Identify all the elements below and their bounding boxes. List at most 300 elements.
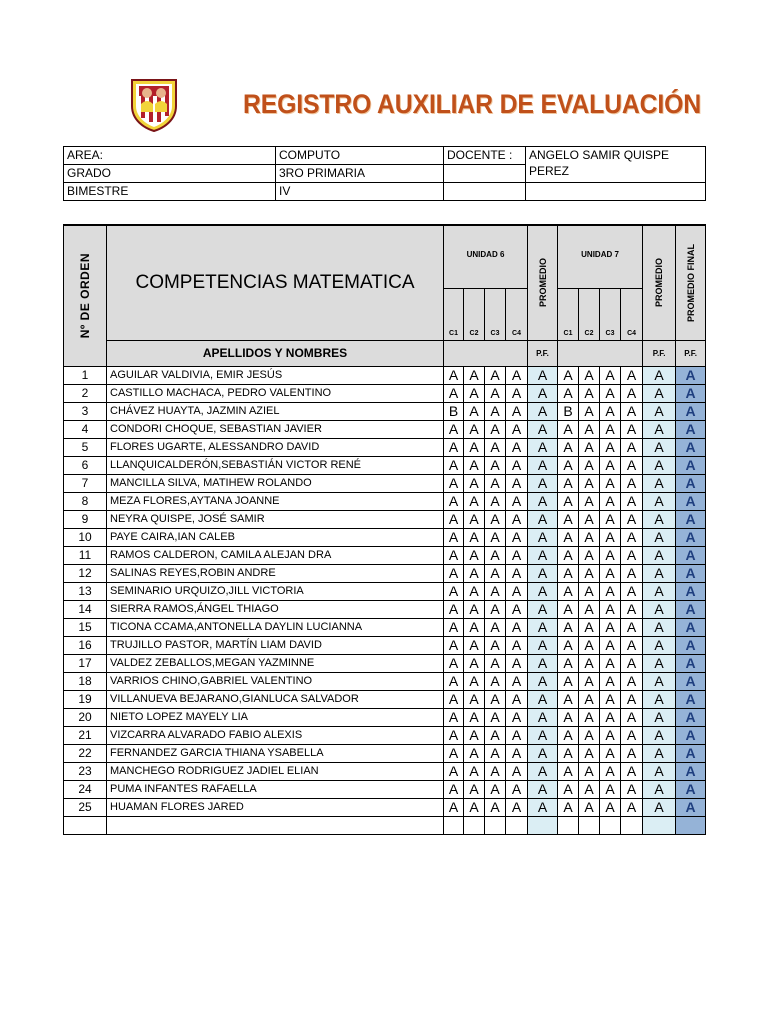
- grade-u6-c1: A: [444, 672, 464, 690]
- promedio-u6: A: [528, 366, 558, 384]
- promedio-u6: A: [528, 438, 558, 456]
- grade-u6-c2: A: [464, 690, 485, 708]
- grade-u6-c1: A: [444, 798, 464, 816]
- pf-final-header: P.F.: [676, 340, 706, 366]
- student-name: SALINAS REYES,ROBIN ANDRE: [107, 564, 444, 582]
- promedio-u6: A: [528, 636, 558, 654]
- docente-value: ANGELO SAMIR QUISPE PEREZ: [526, 147, 706, 183]
- grade-u6-c1: A: [444, 600, 464, 618]
- grade-u6-c3: A: [485, 420, 506, 438]
- grade-u6-c1: A: [444, 456, 464, 474]
- pf-u7-header: P.F.: [643, 340, 676, 366]
- grade-u6-c3: A: [485, 744, 506, 762]
- grade-u6-c2: A: [464, 402, 485, 420]
- grade-u7-c4: A: [621, 798, 643, 816]
- grade-u7-c3: A: [600, 600, 621, 618]
- grade-u6-c4: A: [506, 456, 528, 474]
- grade-u6-c4: A: [506, 438, 528, 456]
- student-name: CASTILLO MACHACA, PEDRO VALENTINO: [107, 384, 444, 402]
- grado-label: GRADO: [64, 165, 276, 183]
- grade-u6-c2: A: [464, 618, 485, 636]
- promedio-u6: A: [528, 402, 558, 420]
- promedio-u7: A: [643, 708, 676, 726]
- grade-u6-c3: A: [485, 492, 506, 510]
- grade-u6-c3: A: [485, 546, 506, 564]
- grade-u7-c1: A: [558, 744, 579, 762]
- student-name: CHÁVEZ HUAYTA, JAZMIN AZIEL: [107, 402, 444, 420]
- docente-label: DOCENTE :: [444, 147, 526, 165]
- promedio-u6: A: [528, 744, 558, 762]
- order-number: 13: [64, 582, 107, 600]
- grade-u7-c1: A: [558, 618, 579, 636]
- promedio-u6: A: [528, 708, 558, 726]
- order-number: 24: [64, 780, 107, 798]
- empty-cell: [485, 816, 506, 834]
- grade-u7-c2: A: [579, 546, 600, 564]
- grade-u6-c2: A: [464, 600, 485, 618]
- grade-u7-c1: A: [558, 690, 579, 708]
- grade-u7-c1: A: [558, 546, 579, 564]
- promedio-u7: A: [643, 600, 676, 618]
- student-name: SEMINARIO URQUIZO,JILL VICTORIA: [107, 582, 444, 600]
- student-name: TICONA CCAMA,ANTONELLA DAYLIN LUCIANNA: [107, 618, 444, 636]
- promedio-final: A: [676, 690, 706, 708]
- grade-u7-c2: A: [579, 366, 600, 384]
- order-number: 8: [64, 492, 107, 510]
- promedio-u6-header: PROMEDIO: [528, 225, 558, 340]
- unit6-header: UNIDAD 6: [444, 225, 528, 288]
- grade-u7-c3: A: [600, 798, 621, 816]
- grade-u7-c3: A: [600, 420, 621, 438]
- promedio-u6: A: [528, 600, 558, 618]
- grade-u7-c4: A: [621, 366, 643, 384]
- empty-cell: [444, 340, 528, 366]
- grade-u7-c4: A: [621, 582, 643, 600]
- student-name: LLANQUICALDERÓN,SEBASTIÁN VICTOR RENÉ: [107, 456, 444, 474]
- student-name: HUAMAN FLORES JARED: [107, 798, 444, 816]
- empty-cell: [506, 816, 528, 834]
- promedio-u7: A: [643, 564, 676, 582]
- order-number: 20: [64, 708, 107, 726]
- grade-u7-c3: A: [600, 546, 621, 564]
- order-number: 15: [64, 618, 107, 636]
- grade-u6-c4: A: [506, 744, 528, 762]
- promedio-u6: A: [528, 384, 558, 402]
- c1-header: C1: [558, 288, 579, 340]
- grade-u7-c3: A: [600, 474, 621, 492]
- pf-u6-header: P.F.: [528, 340, 558, 366]
- grade-u7-c2: A: [579, 726, 600, 744]
- c4-header: C4: [506, 288, 528, 340]
- grade-u7-c3: A: [600, 402, 621, 420]
- grade-u6-c1: B: [444, 402, 464, 420]
- grade-u7-c2: A: [579, 654, 600, 672]
- grade-u7-c2: A: [579, 798, 600, 816]
- promedio-u6: A: [528, 492, 558, 510]
- grade-u6-c3: A: [485, 726, 506, 744]
- empty-cell: [676, 816, 706, 834]
- grade-u7-c2: A: [579, 690, 600, 708]
- grade-u6-c4: A: [506, 708, 528, 726]
- grade-u7-c1: A: [558, 492, 579, 510]
- grade-u7-c2: A: [579, 618, 600, 636]
- empty-cell: [528, 816, 558, 834]
- promedio-u7: A: [643, 780, 676, 798]
- grade-u7-c1: A: [558, 726, 579, 744]
- grade-u6-c2: A: [464, 654, 485, 672]
- order-number: 7: [64, 474, 107, 492]
- grade-u6-c3: A: [485, 438, 506, 456]
- student-name: VIZCARRA ALVARADO FABIO ALEXIS: [107, 726, 444, 744]
- table-row: [64, 474, 706, 492]
- grade-u7-c1: A: [558, 582, 579, 600]
- student-name: MANCILLA SILVA, MATIHEW ROLANDO: [107, 474, 444, 492]
- student-name: FERNANDEZ GARCIA THIANA YSABELLA: [107, 744, 444, 762]
- promedio-u6: A: [528, 474, 558, 492]
- grade-u6-c3: A: [485, 582, 506, 600]
- table-row: [64, 582, 706, 600]
- grade-u7-c1: B: [558, 402, 579, 420]
- grade-u7-c1: A: [558, 708, 579, 726]
- table-row: [64, 528, 706, 546]
- student-name: PUMA INFANTES RAFAELLA: [107, 780, 444, 798]
- student-name: VILLANUEVA BEJARANO,GIANLUCA SALVADOR: [107, 690, 444, 708]
- student-name: TRUJILLO PASTOR, MARTÍN LIAM DAVID: [107, 636, 444, 654]
- order-number: 18: [64, 672, 107, 690]
- grade-u7-c4: A: [621, 762, 643, 780]
- grade-u7-c4: A: [621, 384, 643, 402]
- grade-u7-c1: A: [558, 420, 579, 438]
- grade-u7-c4: A: [621, 672, 643, 690]
- promedio-u7: A: [643, 546, 676, 564]
- grade-u6-c1: A: [444, 510, 464, 528]
- promedio-final: A: [676, 780, 706, 798]
- grade-u6-c2: A: [464, 474, 485, 492]
- promedio-u6: A: [528, 546, 558, 564]
- grade-u6-c3: A: [485, 600, 506, 618]
- promedio-u7: A: [643, 438, 676, 456]
- promedio-u7: A: [643, 672, 676, 690]
- promedio-final: A: [676, 438, 706, 456]
- student-name: RAMOS CALDERON, CAMILA ALEJAN DRA: [107, 546, 444, 564]
- grade-u6-c1: A: [444, 546, 464, 564]
- grade-u7-c2: A: [579, 708, 600, 726]
- order-number: 22: [64, 744, 107, 762]
- promedio-final: A: [676, 492, 706, 510]
- student-name: PAYE CAIRA,IAN CALEB: [107, 528, 444, 546]
- grade-u6-c4: A: [506, 690, 528, 708]
- grade-u7-c4: A: [621, 690, 643, 708]
- table-row: [64, 420, 706, 438]
- grade-u6-c1: A: [444, 744, 464, 762]
- grade-u6-c3: A: [485, 798, 506, 816]
- grade-u7-c4: A: [621, 402, 643, 420]
- empty-cell: [526, 183, 706, 201]
- grade-u7-c2: A: [579, 474, 600, 492]
- grade-u6-c4: A: [506, 384, 528, 402]
- promedio-final: A: [676, 366, 706, 384]
- grade-u7-c3: A: [600, 564, 621, 582]
- promedio-final: A: [676, 618, 706, 636]
- promedio-u6: A: [528, 672, 558, 690]
- grade-u7-c3: A: [600, 582, 621, 600]
- empty-cell: [579, 816, 600, 834]
- grade-u6-c2: A: [464, 762, 485, 780]
- grade-u6-c2: A: [464, 744, 485, 762]
- order-number: 25: [64, 798, 107, 816]
- table-row: [64, 708, 706, 726]
- order-number: 2: [64, 384, 107, 402]
- grade-u7-c2: A: [579, 762, 600, 780]
- grade-u6-c1: A: [444, 528, 464, 546]
- promedio-final: A: [676, 636, 706, 654]
- grade-u7-c4: A: [621, 636, 643, 654]
- order-number: 12: [64, 564, 107, 582]
- grade-u6-c1: A: [444, 366, 464, 384]
- grade-u6-c1: A: [444, 474, 464, 492]
- grade-u7-c3: A: [600, 744, 621, 762]
- table-row: [64, 672, 706, 690]
- grade-u6-c3: A: [485, 510, 506, 528]
- grade-u6-c3: A: [485, 654, 506, 672]
- order-number: 5: [64, 438, 107, 456]
- grade-u7-c1: A: [558, 528, 579, 546]
- promedio-u7: A: [643, 384, 676, 402]
- grade-u7-c1: A: [558, 762, 579, 780]
- grade-u6-c1: A: [444, 384, 464, 402]
- grade-u6-c4: A: [506, 492, 528, 510]
- empty-cell: [107, 816, 444, 834]
- promedio-final-header: PROMEDIO FINAL: [676, 225, 706, 340]
- grade-u6-c3: A: [485, 690, 506, 708]
- bimestre-label: BIMESTRE: [64, 183, 276, 201]
- grade-u6-c3: A: [485, 402, 506, 420]
- table-row: [64, 654, 706, 672]
- table-row: [64, 762, 706, 780]
- grade-u6-c4: A: [506, 528, 528, 546]
- grade-u7-c1: A: [558, 438, 579, 456]
- promedio-u7: A: [643, 474, 676, 492]
- grade-u7-c4: A: [621, 492, 643, 510]
- student-name: SIERRA RAMOS,ÁNGEL THIAGO: [107, 600, 444, 618]
- table-row: [64, 456, 706, 474]
- student-name: NEYRA QUISPE, JOSÉ SAMIR: [107, 510, 444, 528]
- grade-u7-c2: A: [579, 672, 600, 690]
- c4-header: C4: [621, 288, 643, 340]
- grade-u7-c3: A: [600, 384, 621, 402]
- student-name: NIETO LOPEZ MAYELY LIA: [107, 708, 444, 726]
- promedio-final: A: [676, 384, 706, 402]
- promedio-final: A: [676, 456, 706, 474]
- grade-u7-c3: A: [600, 672, 621, 690]
- empty-cell: [621, 816, 643, 834]
- grade-u6-c3: A: [485, 564, 506, 582]
- grade-u7-c3: A: [600, 438, 621, 456]
- promedio-u7: A: [643, 528, 676, 546]
- grade-u6-c4: A: [506, 762, 528, 780]
- student-name: VALDEZ ZEBALLOS,MEGAN YAZMINNE: [107, 654, 444, 672]
- grade-u6-c1: A: [444, 618, 464, 636]
- grade-u7-c4: A: [621, 510, 643, 528]
- grade-u6-c3: A: [485, 528, 506, 546]
- orden-header: Nº DE ORDEN: [64, 225, 107, 366]
- grade-u7-c2: A: [579, 492, 600, 510]
- grade-u6-c4: A: [506, 420, 528, 438]
- table-row: [64, 366, 706, 384]
- grade-u7-c4: A: [621, 744, 643, 762]
- table-row: [64, 618, 706, 636]
- grade-u6-c4: A: [506, 654, 528, 672]
- grade-u7-c3: A: [600, 690, 621, 708]
- promedio-final: A: [676, 762, 706, 780]
- grade-u7-c2: A: [579, 636, 600, 654]
- grade-u6-c3: A: [485, 636, 506, 654]
- grade-u6-c3: A: [485, 672, 506, 690]
- grade-u6-c1: A: [444, 636, 464, 654]
- empty-cell: [558, 340, 643, 366]
- school-crest-icon: [128, 76, 180, 132]
- table-row: [64, 564, 706, 582]
- order-number: 21: [64, 726, 107, 744]
- promedio-u7: A: [643, 492, 676, 510]
- empty-cell: [444, 816, 464, 834]
- grade-u6-c1: A: [444, 420, 464, 438]
- empty-cell: [600, 816, 621, 834]
- promedio-u7: A: [643, 402, 676, 420]
- promedio-u7: A: [643, 510, 676, 528]
- promedio-final: A: [676, 420, 706, 438]
- table-row: [64, 384, 706, 402]
- grade-u7-c3: A: [600, 618, 621, 636]
- order-number: 4: [64, 420, 107, 438]
- table-row: [64, 726, 706, 744]
- grade-u7-c4: A: [621, 726, 643, 744]
- grade-u7-c4: A: [621, 420, 643, 438]
- grade-u7-c2: A: [579, 384, 600, 402]
- grade-u6-c4: A: [506, 546, 528, 564]
- promedio-u6: A: [528, 582, 558, 600]
- promedio-final: A: [676, 528, 706, 546]
- grade-u6-c1: A: [444, 780, 464, 798]
- grade-u6-c1: A: [444, 438, 464, 456]
- grade-u6-c1: A: [444, 492, 464, 510]
- promedio-u6: A: [528, 726, 558, 744]
- promedio-u6: A: [528, 780, 558, 798]
- promedio-u6: A: [528, 690, 558, 708]
- page-title: REGISTRO AUXILIAR DE EVALUACIÓN: [243, 89, 702, 119]
- grade-u6-c3: A: [485, 474, 506, 492]
- table-row-empty: [64, 816, 706, 834]
- promedio-final: A: [676, 708, 706, 726]
- order-number: 11: [64, 546, 107, 564]
- grade-u6-c2: A: [464, 366, 485, 384]
- promedio-final: A: [676, 474, 706, 492]
- grade-u6-c2: A: [464, 564, 485, 582]
- grade-u7-c2: A: [579, 564, 600, 582]
- names-header: APELLIDOS Y NOMBRES: [107, 340, 444, 366]
- table-row: [64, 492, 706, 510]
- promedio-final: A: [676, 600, 706, 618]
- table-row: [64, 402, 706, 420]
- table-row: [64, 546, 706, 564]
- grade-u7-c3: A: [600, 510, 621, 528]
- order-number: 14: [64, 600, 107, 618]
- grade-u7-c2: A: [579, 600, 600, 618]
- promedio-u6: A: [528, 420, 558, 438]
- area-label: AREA:: [64, 147, 276, 165]
- promedio-final: A: [676, 798, 706, 816]
- student-name: FLORES UGARTE, ALESSANDRO DAVID: [107, 438, 444, 456]
- promedio-final: A: [676, 564, 706, 582]
- grade-u6-c4: A: [506, 600, 528, 618]
- grade-u7-c3: A: [600, 636, 621, 654]
- grade-u6-c1: A: [444, 582, 464, 600]
- order-number: 23: [64, 762, 107, 780]
- empty-cell: [643, 816, 676, 834]
- grades-table: [63, 224, 706, 835]
- grade-u6-c2: A: [464, 384, 485, 402]
- student-name: AGUILAR VALDIVIA, EMIR JESÚS: [107, 366, 444, 384]
- table-row: [64, 600, 706, 618]
- student-name: MEZA FLORES,AYTANA JOANNE: [107, 492, 444, 510]
- unit7-header: UNIDAD 7: [558, 225, 643, 288]
- promedio-u7: A: [643, 744, 676, 762]
- grade-u7-c4: A: [621, 618, 643, 636]
- grade-u6-c2: A: [464, 636, 485, 654]
- bimestre-value: IV: [276, 183, 444, 201]
- grade-u7-c4: A: [621, 474, 643, 492]
- promedio-u6: A: [528, 456, 558, 474]
- promedio-final: A: [676, 726, 706, 744]
- grade-u7-c1: A: [558, 564, 579, 582]
- grade-u6-c2: A: [464, 510, 485, 528]
- grade-u7-c3: A: [600, 780, 621, 798]
- promedio-u6: A: [528, 654, 558, 672]
- grade-u6-c1: A: [444, 762, 464, 780]
- grade-u7-c4: A: [621, 708, 643, 726]
- grade-u6-c4: A: [506, 510, 528, 528]
- order-number: 9: [64, 510, 107, 528]
- table-row: [64, 744, 706, 762]
- promedio-u6: A: [528, 564, 558, 582]
- table-row: [64, 510, 706, 528]
- grade-u7-c2: A: [579, 456, 600, 474]
- grade-u6-c2: A: [464, 780, 485, 798]
- grade-u7-c4: A: [621, 600, 643, 618]
- promedio-u7: A: [643, 618, 676, 636]
- promedio-u7: A: [643, 582, 676, 600]
- grade-u7-c1: A: [558, 474, 579, 492]
- empty-cell: [558, 816, 579, 834]
- grade-u7-c4: A: [621, 528, 643, 546]
- table-row: [64, 438, 706, 456]
- grade-u7-c1: A: [558, 366, 579, 384]
- promedio-final: A: [676, 582, 706, 600]
- c1-header: C1: [444, 288, 464, 340]
- grade-u7-c3: A: [600, 492, 621, 510]
- table-row: [64, 798, 706, 816]
- promedio-u7: A: [643, 456, 676, 474]
- grade-u6-c2: A: [464, 546, 485, 564]
- c2-header: C2: [579, 288, 600, 340]
- grade-u6-c3: A: [485, 708, 506, 726]
- grade-u6-c2: A: [464, 798, 485, 816]
- grade-u6-c1: A: [444, 690, 464, 708]
- empty-cell: [64, 816, 107, 834]
- grade-u7-c1: A: [558, 798, 579, 816]
- promedio-u7: A: [643, 762, 676, 780]
- info-table: [63, 146, 706, 201]
